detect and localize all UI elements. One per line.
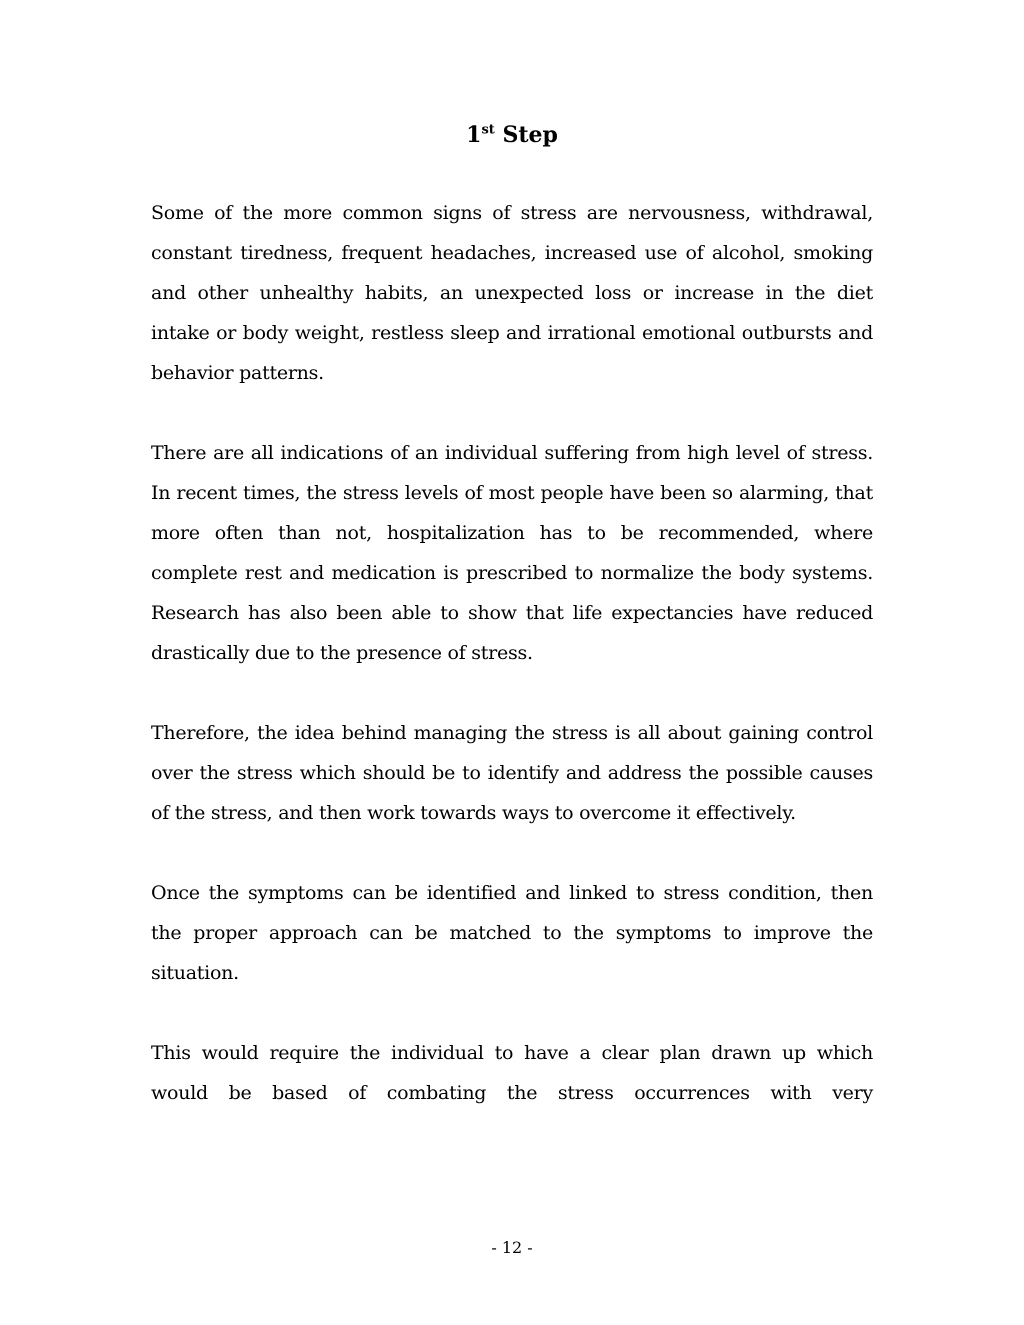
paragraph-signs-of-stress: Some of the more common signs of stress are nervousness, withdrawal, constant tiredness, frequent headaches, increased use of alcohol, smoking and other unhealthy habits, an unexpected loss or increase in the diet intake or body weight, restless sleep and irrational emotional outbursts and behavior patterns. — [151, 202, 873, 384]
heading-superscript: st — [481, 122, 495, 138]
paragraph-indications: There are all indications of an individual suffering from high level of stress. In recent times, the stress levels of most people have been so alarming, that more often than not, hospitalization has to be recommended, where complete rest and medication is prescribed to normalize the body systems. Research has also been able to show that life expectancies have reduced drastically due to the presence of stress. — [151, 442, 873, 664]
paragraph-managing-stress: Therefore, the idea behind managing the stress is all about gaining control over the stress which should be to identify and address the possible causes of the stress, and then work towards ways to overcome it effectively. — [151, 722, 873, 824]
heading-number: 1 — [466, 122, 482, 148]
paragraph-symptoms: Once the symptoms can be identified and linked to stress condition, then the proper approach can be matched to the symptoms to improve the situation. — [151, 882, 873, 984]
body-text — [151, 193, 873, 1113]
page-number: - 12 - — [491, 1238, 533, 1257]
page-heading — [0, 120, 1024, 150]
paragraph-clear-plan: This would require the individual to have a clear plan drawn up which would be based of combating the stress occurrences with very — [151, 1042, 873, 1104]
heading-word: Step — [502, 122, 558, 148]
